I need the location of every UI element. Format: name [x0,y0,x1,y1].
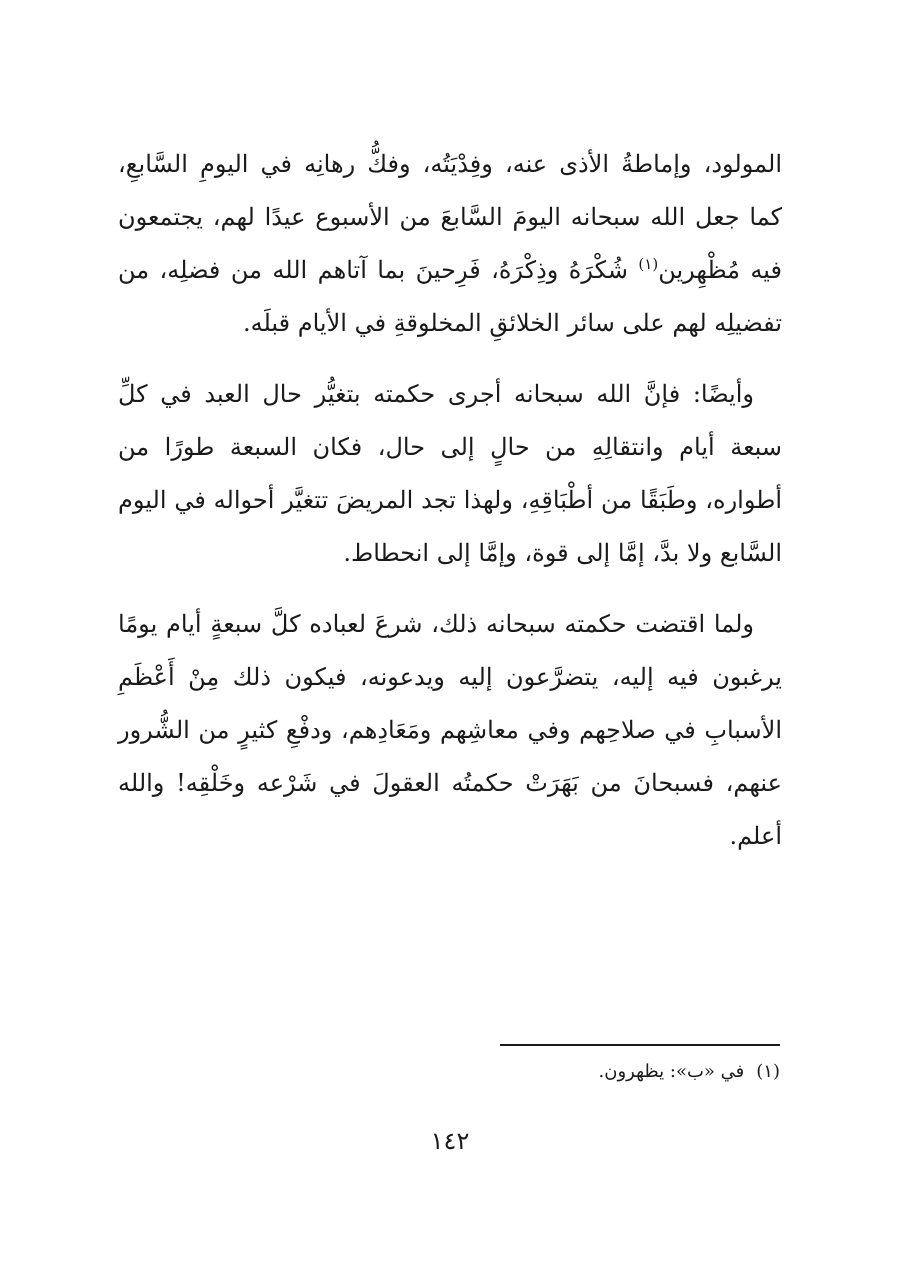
paragraph-1 [118,138,782,350]
paragraph-1-text-start: المولود، وإماطةُ الأذى عنه، وفِدْيَتُه، وفكُّ رهانِه في اليومِ السَّابعِ، كما جعل الله سبحانه اليومَ السَّابعَ من الأسبوع عيدًا لهم، يجتمعون فيه مُظْهِرين [118,150,782,284]
footnote [420,1057,780,1087]
paragraph-1-text-end: شُكْرَهُ وذِكْرَهُ، فَرِحينَ بما آتاهم الله من فضلِه، من تفضيلِه لهم على سائر الخلائقِ المخلوقةِ في الأيام قبلَه. [118,256,782,337]
page-number: ١٤٢ [430,1127,470,1155]
footnote-reference-marker[interactable]: (١) [638,255,659,273]
paragraph-3: ولما اقتضت حكمته سبحانه ذلك، شرعَ لعباده كلَّ سبعةٍ أيام يومًا يرغبون فيه إليه، يتضرَّعون إليه ويدعونه، فيكون ذلك مِنْ أَعْظَمِ الأسبابِ في صلاحِهم وفي معاشِهم ومَعَادِهم، ودفْعِ كثيرٍ من الشُّرور عنهم، فسبحانَ من بَهَرَتْ حكمتُه العقولَ في شَرْعه وخَلْقِه! والله أعلم. [118,610,782,850]
footnote-text: في «ب»: يظهرون. [598,1061,745,1082]
footnote-divider [500,1044,780,1046]
footnote-number: (١) [756,1061,780,1082]
body-text [118,138,782,881]
paragraph-2: وأيضًا: فإنَّ الله سبحانه أجرى حكمته بتغيُّر حال العبد في كلِّ سبعة أيام وانتقالِهِ من حالٍ إلى حال، فكان السبعة طورًا من أطواره، وطَبَقًا من أطْبَاقِهِ، ولهذا تجد المريضَ تتغيَّر أحواله في اليوم السَّابع ولا بدَّ، إمَّا إلى قوة، وإمَّا إلى انحطاط. [118,380,782,567]
